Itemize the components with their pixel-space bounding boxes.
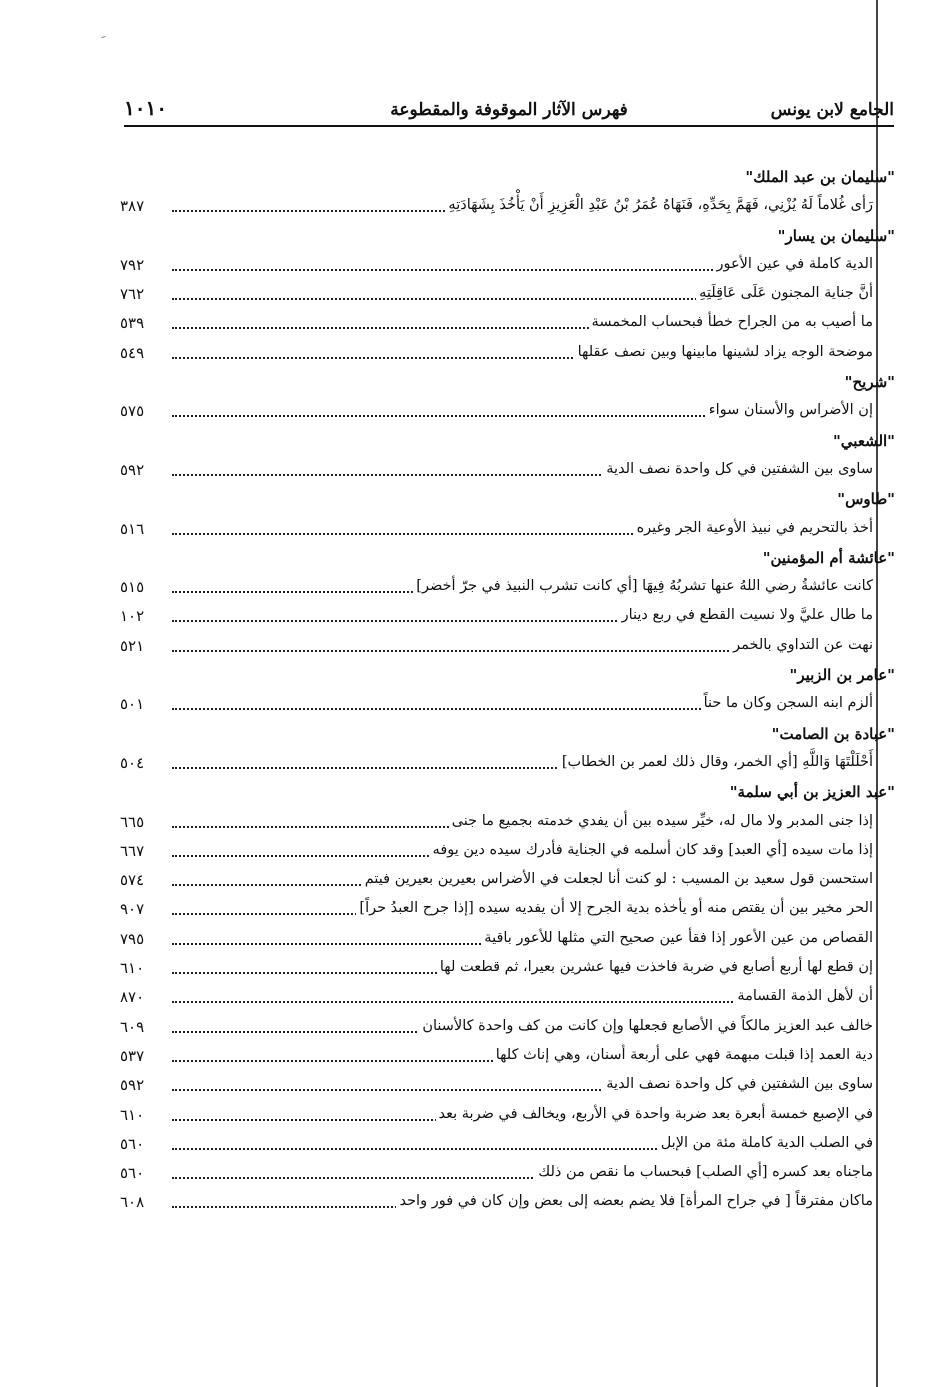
entry-page-number: ٥١٥ [120, 578, 145, 597]
entry-text: إذا مات سيده [أي العبد] وقد كان أسلمه في الجناية فأدرك سيده دين يوفه [430, 842, 873, 858]
entry-text: أنَّ جناية المجنون عَلَى عَاقِلَتِهِ [696, 285, 873, 301]
entry-page-number: ٦٠٩ [120, 1017, 145, 1036]
entry-page-number: ٥٩٢ [120, 1076, 145, 1095]
entry-text: ما أصيب به من الجراح خطأ فبحساب المخمسة [589, 314, 873, 330]
entry-page-number: ٦٠٨ [120, 1193, 145, 1212]
entry-text: أخذ بالتحريم في نبيذ الأوعية الجر وغيره [634, 520, 873, 536]
entry-text: ألزم ابنه السجن وكان ما حناً [701, 695, 873, 711]
index-entry [120, 1164, 895, 1193]
narrator-heading [120, 783, 895, 812]
index-entry [120, 578, 895, 607]
index-entry [120, 754, 895, 783]
entry-text: الحر مخير بين أن يقتص منه أو يأخذه بدية الجرح إلا أن يفديه سيده [إذا جرح العبدُ حراً] [356, 900, 873, 916]
entry-page-number: ٦٦٧ [120, 841, 145, 860]
entry-page-number: ٧٩٥ [120, 929, 145, 948]
entry-page-number: ٧٦٢ [120, 285, 145, 304]
entry-page-number: ٥٠١ [120, 695, 145, 714]
narrator-heading [120, 490, 895, 519]
entry-page-number: ٥١٦ [120, 519, 145, 538]
index-entry [120, 197, 895, 226]
entry-text: ماكان مفترقاً [ في جراح المرأة] فلا يضم بعضه إلى بعض وإن كان في فور واحد [396, 1193, 873, 1209]
narrator-heading [120, 725, 895, 754]
index-entry [120, 930, 895, 959]
entry-page-number: ٥٢١ [120, 636, 145, 655]
narrator-heading [120, 549, 895, 578]
entry-text: ما طال عليَّ ولا نسيت القطع في ربع دينار [619, 607, 873, 623]
index-entry [120, 461, 895, 490]
narrator-name: "عبادة بن الصامت" [771, 724, 895, 743]
entry-text: أن لأهل الذمة القسامة [734, 988, 873, 1004]
entry-page-number: ٥٣٩ [120, 314, 145, 333]
header-rule [124, 125, 894, 127]
index-entry [120, 314, 895, 343]
entry-text: إن الأضراس والأسنان سواء [706, 402, 873, 418]
entry-text: إذا جنى المدبر ولا مال له، خيِّر سيده بين أن يفدي خدمته بجميع ما جنى [449, 813, 873, 829]
entry-text: الدية كاملة في عين الأعور [714, 256, 874, 272]
index-entry [120, 1047, 895, 1076]
entry-page-number: ١٠٢ [120, 607, 145, 626]
entry-page-number: ٧٩٢ [120, 255, 145, 274]
narrator-name: "سليمان بن يسار" [777, 226, 895, 245]
page-title: فهرس الآثار الموقوفة والمقطوعة [390, 100, 628, 120]
narrator-name: "عائشة أم المؤمنين" [762, 548, 895, 567]
entry-text: في الصلب الدية كاملة مئة من الإبل [658, 1135, 873, 1151]
index-entry [120, 1106, 895, 1135]
entry-text: أَحْلَلْتَهَا وَاللَّهِ [أي الخمر، وقال ذلك لعمر بن الخطاب] [559, 754, 873, 770]
index-entry [120, 637, 895, 666]
entry-page-number: ٥٠٤ [120, 753, 145, 772]
entry-text: ماجناه بعد كسره [أي الصلب] فبحساب ما نقص من ذلك [535, 1164, 873, 1180]
index-entry [120, 520, 895, 549]
entry-text: ساوى بين الشفتين في كل واحدة نصف الدية [603, 461, 873, 477]
entry-page-number: ٥٤٩ [120, 343, 145, 362]
entry-text: القصاص من عين الأعور إذا فقأ عين صحيح التي مثلها للأعور باقية [481, 930, 873, 946]
entry-text: استحسن قول سعيد بن المسيب : لو كنت أنا لجعلت في الأضراس بعيرين بعيرين فيتم [362, 871, 873, 887]
entry-text: دية العمد إذا قبلت مبهمة فهي على أربعة أسنان، وهي إناث كلها [493, 1047, 873, 1063]
entry-page-number: ٦١٠ [120, 959, 145, 978]
entry-text: في الإصبع خمسة أبعرة بعد ضربة واحدة في الأربع، ويخالف في ضربة بعد [436, 1106, 873, 1122]
index-list [120, 168, 895, 1223]
entry-page-number: ٨٧٠ [120, 988, 145, 1007]
entry-text: نهت عن التداوي بالخمر [730, 637, 873, 653]
entry-page-number: ٩٠٧ [120, 900, 145, 919]
index-entry [120, 1018, 895, 1047]
index-entry [120, 900, 895, 929]
book-title: الجامع لابن يونس [770, 100, 894, 120]
entry-text: كانت عائشةُ رضي اللهُ عنها تشربُهُ فِيهَا [أي كانت تشرب النبيذ في جرّ أخضر] [413, 578, 873, 594]
entry-text: ساوى بين الشفتين في كل واحدة نصف الدية [603, 1076, 873, 1092]
entry-text: إن قطع لها أربع أصابع في ضربة فاخذت فيها عشرين بعيرا، ثم قطعت لها [437, 959, 873, 975]
narrator-name: "عامر بن الزبير" [789, 666, 895, 685]
entry-page-number: ٥٩٢ [120, 460, 145, 479]
entry-page-number: ٦١٠ [120, 1105, 145, 1124]
narrator-name: "سليمان بن عبد الملك" [745, 168, 895, 186]
narrator-name: "الشعبي" [832, 431, 895, 450]
narrator-heading [120, 373, 895, 402]
entry-text: خالف عبد العزيز مالكاً في الأصابع فجعلها وإن كانت من كف واحدة كالأسنان [419, 1018, 873, 1034]
entry-page-number: ٣٨٧ [120, 197, 145, 216]
index-entry [120, 842, 895, 871]
index-entry [120, 988, 895, 1017]
index-entry [120, 344, 895, 373]
entry-page-number: ٦٦٥ [120, 812, 145, 831]
entry-page-number: ٥٦٠ [120, 1134, 145, 1153]
narrator-heading [120, 432, 895, 461]
entry-page-number: ٥٧٥ [120, 402, 145, 421]
index-entry [120, 402, 895, 431]
index-entry [120, 1135, 895, 1164]
index-entry [120, 285, 895, 314]
narrator-name: "عبد العزيز بن أبي سلمة" [729, 783, 895, 802]
index-entry [120, 256, 895, 285]
narrator-name: "شريح" [844, 373, 895, 392]
entry-page-number: ٥٦٠ [120, 1164, 145, 1183]
index-entry [120, 695, 895, 724]
narrator-heading [120, 168, 895, 197]
narrator-heading [120, 666, 895, 695]
index-entry [120, 871, 895, 900]
index-entry [120, 959, 895, 988]
index-entry [120, 607, 895, 636]
narrator-name: "طاوس" [837, 490, 895, 509]
entry-text: رَأى غُلاماً لَهُ يُزْنِي، فَهَمَّ بِحَدِّهِ، فَنَهَاهُ عُمَرُ بْنُ عَبْدِ الْعَزِيزِ أَنْ يَأْخُذَ بِشَهَادَتِهِ [445, 197, 873, 213]
page-number: ١٠١٠ [124, 96, 167, 120]
index-entry [120, 1076, 895, 1105]
entry-text: موضحة الوجه يزاد لشينها مابينها وبين نصف عقلها [575, 344, 873, 360]
narrator-heading [120, 227, 895, 256]
index-entry [120, 813, 895, 842]
entry-page-number: ٥٧٤ [120, 871, 145, 890]
entry-page-number: ٥٣٧ [120, 1046, 145, 1065]
index-entry [120, 1193, 895, 1222]
running-header [124, 96, 894, 124]
